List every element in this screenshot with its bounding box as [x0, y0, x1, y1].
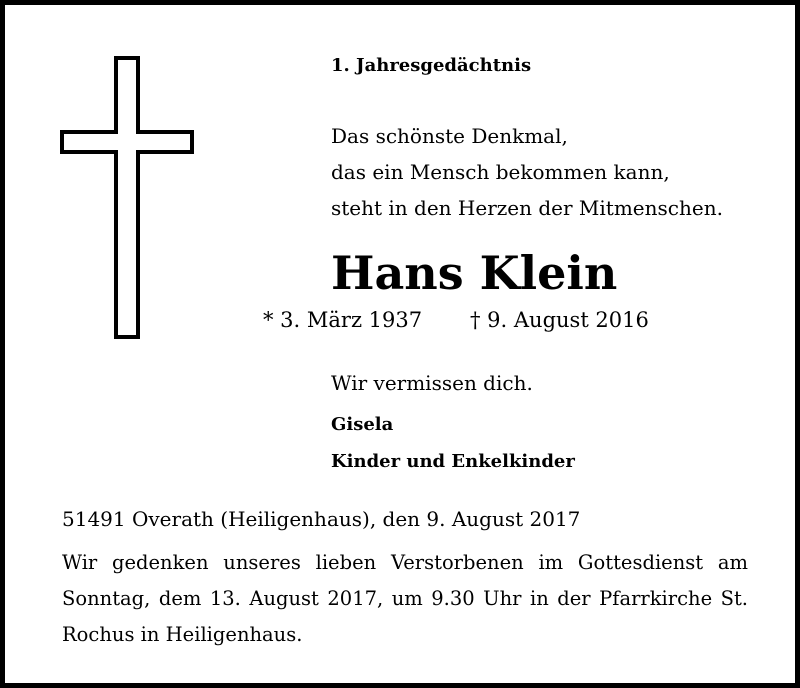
quote-line: steht in den Herzen der Mitmenschen. — [331, 196, 723, 220]
farewell-message: Wir vermissen dich. — [331, 371, 533, 395]
signature-line: Gisela — [331, 414, 394, 435]
anniversary-heading: 1. Jahresgedächtnis — [331, 55, 532, 76]
memorial-quote — [331, 118, 723, 226]
signature-line: Kinder und Enkelkinder — [331, 451, 575, 472]
deceased-name: Hans Klein — [331, 246, 618, 300]
birth-date: * 3. März 1937 — [263, 308, 423, 332]
quote-line: das ein Mensch bekommen kann, — [331, 160, 670, 184]
cross-icon — [60, 56, 194, 339]
service-announcement: Wir gedenken unseres lieben Verstorbenen im Gottesdienst am Sonntag, dem 13. August 2017, um 9.30 Uhr in der Pfarrkirche St. Rochus in Heiligenhaus. — [62, 551, 748, 646]
place-and-date: 51491 Overath (Heiligenhaus), den 9. August 2017 — [62, 507, 581, 531]
death-date: † 9. August 2016 — [470, 308, 649, 332]
quote-line: Das schönste Denkmal, — [331, 124, 568, 148]
